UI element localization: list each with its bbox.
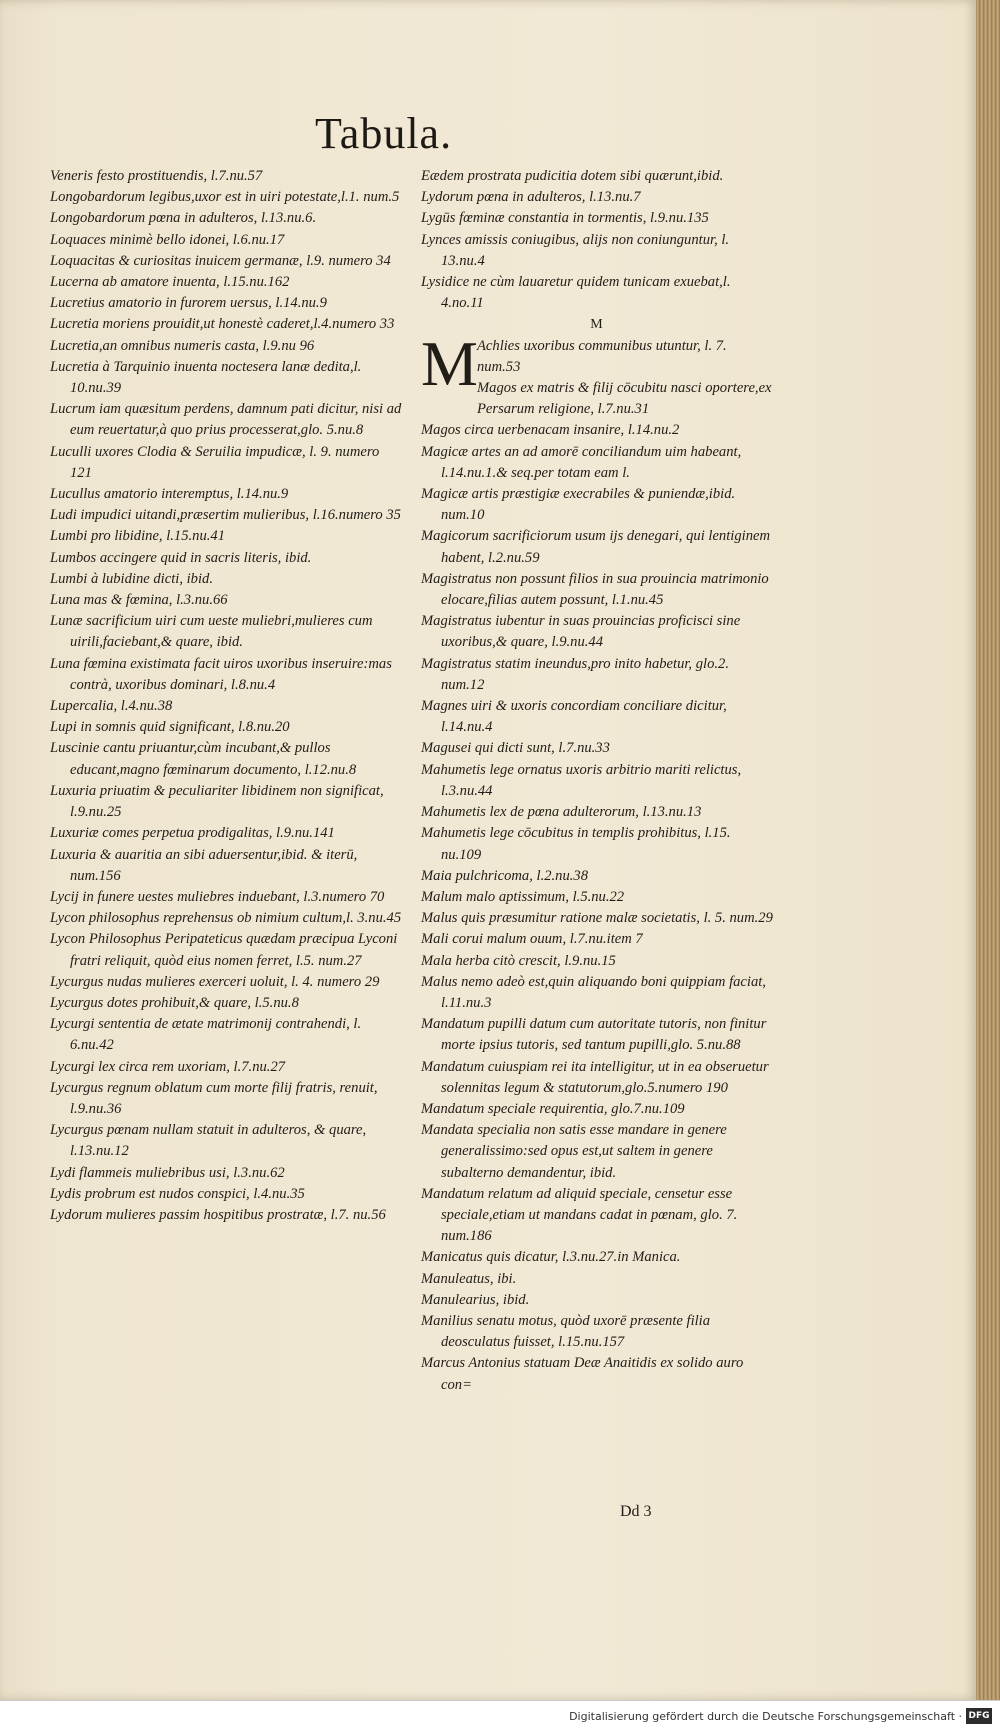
index-entry: Magicorum sacrificiorum usum ijs denegari, qui lentiginem habent, l.2.nu.59 [421, 528, 771, 566]
index-entry: Malum malo aptissimum, l.5.nu.22 [421, 888, 625, 905]
index-entry: Manicatus quis dicatur, l.3.nu.27.in Manica. [421, 1249, 681, 1266]
index-entry: Eædem prostrata pudicitia dotem sibi quærunt,ibid. [421, 168, 724, 184]
index-entry: Lycurgus nudas mulieres exerceri uoluit, l. 4. numero 29 [50, 973, 380, 990]
index-entry: Maia pulchricoma, l.2.nu.38 [421, 867, 589, 884]
index-entry: Lydis probrum est nudos conspici, l.4.nu.35 [50, 1185, 305, 1202]
index-entry: Magnes uiri & uxoris concordiam conciliare dicitur, l.14.nu.4 [421, 698, 727, 736]
index-entry: Lucrum iam quæsitum perdens, damnum pati dicitur, nisi ad eum reuertatur,à quo prius processerat,glo. 5.nu.8 [50, 401, 402, 439]
index-entry: Mandata specialia non satis esse mandare in genere generalissimo:sed opus est,ut saltem in genere subalterno demandentur, ibid. [421, 1122, 727, 1181]
index-entry: Malus quis præsumitur ratione malæ societatis, l. 5. num.29 [421, 910, 773, 927]
right-column-top-entries [421, 166, 773, 314]
index-entry: Lysidice ne cùm lauaretur quidem tunicam exuebat,l. 4.no.11 [421, 274, 731, 312]
page-edge-stack [976, 0, 1000, 1700]
index-entry: Luxuria & auaritia an sibi aduersentur,ibid. & iterū, num.156 [50, 846, 358, 884]
index-entry: Lycij in funere uestes muliebres induebant, l.3.numero 70 [50, 888, 385, 905]
index-column-left [50, 166, 402, 1226]
index-entry: Lycon Philosophus Peripateticus quædam præcipua Lyconi fratri reliquit, quòd eius nomen ferret, l.5. num.27 [50, 931, 398, 969]
index-entry: Lumbi à lubidine dicti, ibid. [50, 570, 213, 587]
index-entry: Lydorum mulieres passim hospitibus prostratæ, l.7. nu.56 [50, 1206, 386, 1223]
index-entry: Lydi flammeis muliebribus usi, l.3.nu.62 [50, 1164, 285, 1181]
index-entry: Lycurgus regnum oblatum cum morte filij fratris, renuit, l.9.nu.36 [50, 1079, 378, 1117]
right-column-entries [421, 420, 773, 1395]
index-entry: Loquaces minimè bello idonei, l.6.nu.17 [50, 231, 285, 248]
index-entry: Magistratus statim ineundus,pro inito habetur, glo.2. num.12 [421, 655, 729, 693]
index-entry: Luscinie cantu priuantur,cùm incubant,& pullos educant,magno fœminarum documento, l.12.nu.8 [50, 740, 357, 778]
index-entry: Mali corui malum ouum, l.7.nu.item 7 [421, 931, 643, 948]
index-entry: Magicæ artes an ad amorē conciliandum uim habeant, l.14.nu.1.& seq.per totam eam l. [421, 443, 742, 481]
index-column-right [421, 166, 773, 1396]
index-entry: Magicæ artis præstigiæ execrabiles & puniendæ,ibid. num.10 [421, 486, 736, 524]
index-entry: Mala herba citò crescit, l.9.nu.15 [421, 952, 616, 969]
index-entry: Lycurgi lex circa rem uxoriam, l.7.nu.27 [50, 1058, 286, 1075]
index-entry: Lupercalia, l.4.nu.38 [50, 698, 173, 715]
index-entry: Mandatum speciale requirentia, glo.7.nu.109 [421, 1100, 685, 1117]
index-entry: Mahumetis lex de pœna adulterorum, l.13.nu.13 [421, 804, 702, 821]
index-entry: Luna fœmina existimata facit uiros uxoribus inseruire:mas contrà, uxoribus dominari, l.8.nu.4 [50, 655, 392, 693]
index-entry: Lunæ sacrificium uiri cum ueste muliebri,mulieres cum uirili,faciebant,& quare, ibid. [50, 613, 373, 651]
index-entry: Manilius senatu motus, quòd uxorē præsente filia deosculatus fuisset, l.15.nu.157 [421, 1312, 711, 1351]
section-letter: M [590, 317, 604, 333]
index-entry: Lupi in somnis quid significant, l.8.nu.20 [50, 719, 290, 736]
index-entry: Malus nemo adeò est,quin aliquando boni quippiam faciat, l.11.nu.3 [421, 973, 766, 1011]
index-entry: Lycurgi sententia de ætate matrimonij contrahendi, l. 6.nu.42 [50, 1016, 362, 1054]
index-entry: Luxuriæ comes perpetua prodigalitas, l.9.nu.141 [50, 825, 335, 842]
index-entry: Lycurgus dotes prohibuit,& quare, l.5.nu.8 [50, 994, 299, 1011]
index-entry: Mandatum pupilli datum cum autoritate tutoris, non finitur morte ipsius tutoris, sed tantum pupilli,glo. 5.nu.88 [421, 1016, 767, 1054]
index-entry: Lumbi pro libidine, l.15.nu.41 [50, 528, 225, 545]
index-entry: Lydorum pœna in adulteros, l.13.nu.7 [421, 189, 641, 206]
index-entry: Magusei qui dicti sunt, l.7.nu.33 [421, 740, 610, 757]
footer-credit: Digitalisierung gefördert durch die Deutsche Forschungsgemeinschaft · [569, 1710, 962, 1723]
index-entry: Lucretia,an omnibus numeris casta, l.9.nu 96 [50, 337, 315, 354]
catchword-signature: Dd 3 [620, 1503, 652, 1520]
index-entry: Lynces amissis coniugibus, alijs non coniunguntur, l. 13.nu.4 [421, 231, 730, 269]
index-entry: Magistratus iubentur in suas prouincias proficisci sine uxoribus,& quare, l.9.nu.44 [421, 613, 741, 651]
dropcap-initial: M [421, 327, 478, 399]
index-entry: Mahumetis lege cōcubitus in templis prohibitus, l.15. nu.109 [421, 825, 731, 863]
index-entry: Magos circa uerbenacam insanire, l.14.nu.2 [421, 422, 680, 439]
index-entry: Lumbos accingere quid in sacris literis, ibid. [50, 549, 312, 566]
m-section-intro [421, 327, 773, 421]
index-entry: Lygūs fœminæ constantia in tormentis, l.9.nu.135 [421, 210, 709, 227]
index-entry: Magistratus non possunt filios in sua prouincia matrimonio elocare,filias autem possunt, l.1.nu.45 [421, 570, 769, 609]
index-entry: Manulearius, ibid. [421, 1291, 530, 1308]
index-entry: Lycon philosophus reprehensus ob nimium cultum,l. 3.nu.45 [50, 910, 402, 927]
index-entry: Lucretia à Tarquinio inuenta noctesera lanæ dedita,l. 10.nu.39 [50, 358, 362, 397]
dfg-logo: DFG [966, 1708, 992, 1724]
index-entry: Mandatum cuiuspiam rei ita intelligitur, ut in ea obseruetur solennitas legum & statutorum,glo.5.numero 190 [421, 1058, 769, 1096]
m-intro-lines [477, 336, 773, 421]
index-entry: Lucretius amatorio in furorem uersus, l.14.nu.9 [50, 295, 327, 312]
index-entry: Luculli uxores Clodia & Seruilia impudicæ, l. 9. numero 121 [50, 443, 380, 481]
page-title: Tabula. [315, 109, 453, 158]
index-entry: Manuleatus, ibi. [421, 1270, 517, 1287]
index-entry: Ludi impudici uitandi,præsertim mulieribus, l.16.numero 35 [50, 507, 401, 524]
index-entry: Veneris festo prostituendis, l.7.nu.57 [50, 168, 263, 184]
index-entry: Marcus Antonius statuam Deæ Anaitidis ex solido auro con= [421, 1355, 744, 1393]
index-entry: Loquacitas & curiositas inuicem germanæ, l.9. numero 34 [50, 252, 391, 269]
index-entry: Longobardorum pœna in adulteros, l.13.nu.6. [50, 210, 317, 227]
index-entry: Luna mas & fœmina, l.3.nu.66 [50, 592, 228, 609]
index-entry: Mahumetis lege ornatus uxoris arbitrio mariti relictus, l.3.nu.44 [421, 761, 742, 799]
index-entry: Magos ex matris & filij cōcubitu nasci oportere,ex Persarum religione, l.7.nu.31 [477, 380, 772, 418]
index-entry: Longobardorum legibus,uxor est in uiri potestate,l.1. num.5 [50, 189, 400, 206]
index-entry: Lycurgus pœnam nullam statuit in adulteros, & quare, l.13.nu.12 [50, 1122, 367, 1160]
index-entry: Luxuria priuatim & peculiariter libidinem non significat, l.9.nu.25 [50, 782, 384, 821]
index-entry: Achlies uxoribus communibus utuntur, l. 7. num.53 [477, 337, 727, 375]
index-entry: Lucretia moriens prouidit,ut honestè caderet,l.4.numero 33 [50, 316, 395, 333]
digitization-footer [0, 1700, 1000, 1733]
index-entry: Lucullus amatorio interemptus, l.14.nu.9 [50, 486, 289, 503]
index-entry: Lucerna ab amatore inuenta, l.15.nu.162 [50, 274, 290, 291]
index-entry: Mandatum relatum ad aliquid speciale, censetur esse speciale,etiam ut mandans cadat in pœnam, glo. 7. num.186 [421, 1185, 738, 1245]
